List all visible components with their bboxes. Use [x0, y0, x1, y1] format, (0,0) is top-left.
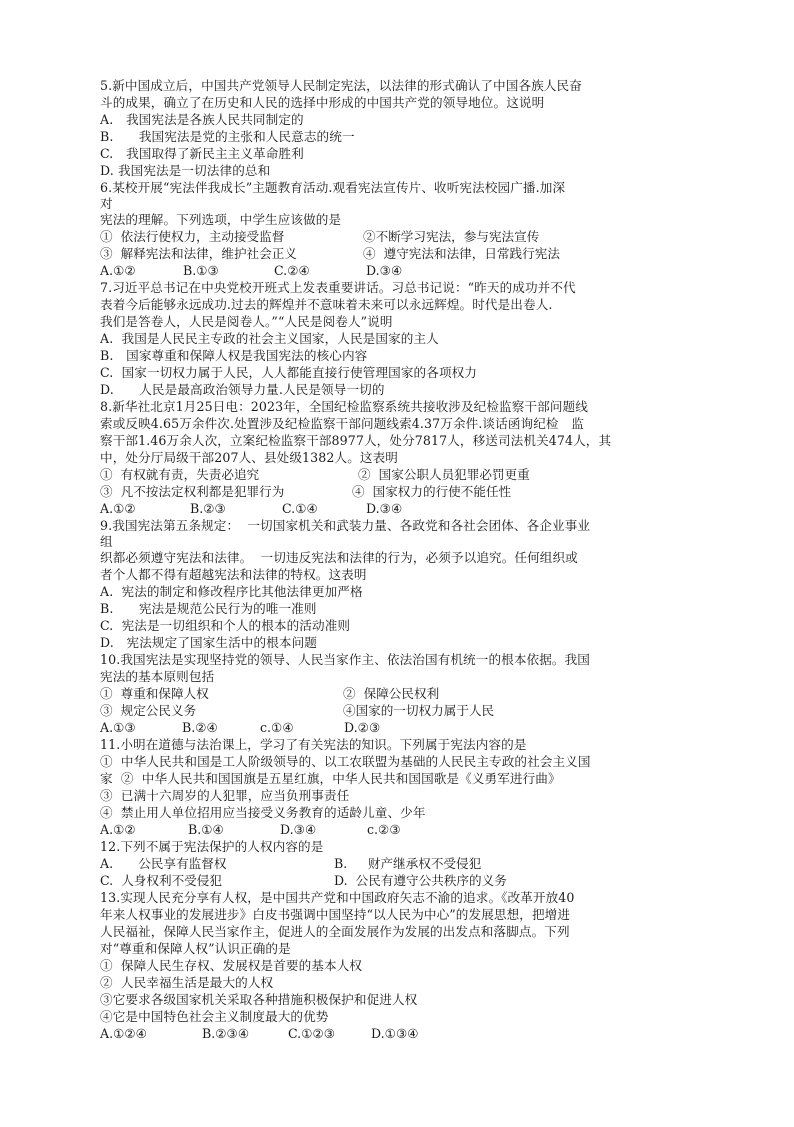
q6-options-row1 — [100, 228, 700, 245]
q7-option-a: A. 我国是人民民主专政的社会主义国家，人民是国家的主人 — [100, 331, 439, 346]
q6-answer-b: B.①③ — [183, 263, 219, 278]
q13-answer-b: B.②③④ — [202, 1026, 250, 1041]
q8-option-3: ③ 凡不按法定权利都是犯罪行为 — [100, 484, 285, 499]
q9-stem-line3: 织都必须遵守宪法和法律。 一切违反宪法和法律的行为，必须予以追究。任何组织或 — [100, 550, 578, 565]
q10-answer-c: c.①④ — [260, 720, 294, 735]
q8-answer-d: D.③④ — [366, 501, 403, 516]
q6-option-2: ②不断学习宪法，参与宪法宣传 — [363, 229, 540, 244]
q6-option-3: ③ 解释宪法和法律，维护社会正义 — [100, 246, 297, 261]
q8-answers — [100, 500, 700, 517]
q9-stem-line2: 组 — [100, 534, 113, 549]
q5-option-c: C. 我国取得了新民主主义革命胜利 — [100, 146, 304, 161]
q8-stem-line2: 索或反映4.65万余件次.处置涉及纪检监察干部问题线索4.37万余件.谈话函询纪检 监 — [100, 416, 584, 431]
q13-option-2: ② 人民幸福生活是最大的人权 — [100, 975, 274, 990]
q13-stem-line4: 对“尊重和保障人权”认识正确的是 — [100, 941, 291, 956]
q11-answer-c: c.②③ — [367, 822, 401, 837]
q13-option-3: ③它要求各级国家机关采取各种措施积极保护和促进人权 — [100, 992, 418, 1007]
q12-option-a: A. 公民享有监督权 — [100, 856, 227, 871]
q10-answer-d: D.②③ — [344, 720, 381, 735]
q10-option-3: ③ 规定公民义务 — [100, 703, 197, 718]
q6-answer-d: D.③④ — [366, 263, 403, 278]
q9-option-a: A. 宪法的制定和修改程序比其他法律更加严格 — [100, 584, 363, 599]
q6-option-1: ① 依法行使权力，主动接受监督 — [100, 229, 285, 244]
q12-options-row2 — [100, 872, 700, 889]
q8-answer-b: B.②③ — [190, 501, 226, 516]
q6-options-row2 — [100, 245, 700, 262]
q8-option-4: ④ 国家权力的行使不能任性 — [352, 484, 512, 499]
q11-answer-d: D.③④ — [280, 822, 317, 837]
q12-option-b: B. 财产继承权不受侵犯 — [334, 856, 482, 871]
q8-stem-line3: 察干部1.46万余人次，立案纪检监察干部8977人，处分7817人，移送司法机关474人，其 — [100, 433, 612, 448]
q9-stem-line1: 9.我国宪法第五条规定： 一切国家机关和武装力量、各政党和各社会团体、各企业事业 — [100, 518, 591, 533]
q10-answers — [100, 719, 700, 736]
q10-stem-line1: 10.我国宪法是实现坚持党的领导、人民当家作主、依法治国有机统一的根本依据。我国 — [100, 652, 590, 667]
q13-answers — [100, 1025, 700, 1042]
q5-stem-line2: 斗的成果，确立了在历史和人民的选择中形成的中国共产党的领导地位。这说明 — [100, 95, 545, 110]
q10-options-row1 — [100, 685, 700, 702]
q6-stem-line3: 宪法的理解。下列选项，中学生应该做的是 — [100, 212, 342, 227]
q13-answer-d: D.①③④ — [371, 1026, 419, 1041]
q12-stem-line1: 12.下列不属于宪法保护的人权内容的是 — [100, 839, 324, 854]
q7-option-b: B. 国家尊重和保障人权是我国宪法的核心内容 — [100, 348, 368, 363]
q13-answer-a: A.①②④ — [100, 1026, 147, 1041]
q8-option-2: ② 国家公职人员犯罪必罚更重 — [358, 467, 530, 482]
q8-answer-c: C.①④ — [282, 501, 318, 516]
q10-answer-a: A.①③ — [100, 720, 136, 735]
q8-options-row1 — [100, 466, 700, 483]
q11-option-1-line1: ① 中华人民共和国是工人阶级领导的、以工农联盟为基础的人民民主专政的社会主义国 — [100, 754, 591, 769]
q13-option-4: ④它是中国特色社会主义制度最大的优势 — [100, 1009, 329, 1024]
q11-option-4: ④ 禁止用人单位招用应当接受义务教育的适龄儿童、少年 — [100, 805, 426, 820]
q11-answer-b: B.①④ — [188, 822, 224, 837]
q12-options-row1 — [100, 855, 700, 872]
q8-option-1: ① 有权就有责，失责必追究 — [100, 467, 260, 482]
q9-stem-line4: 者个人都不得有超越宪法和法律的特权。这表明 — [100, 567, 367, 582]
q10-stem-line2: 宪法的基本原则包括 — [100, 669, 215, 684]
q13-stem-line1: 13.实现人民充分享有人权，是中国共产党和中国政府矢志不渝的追求。《改革开放40 — [100, 890, 575, 905]
q6-stem-line2: 对 — [100, 196, 113, 211]
q9-option-b: B. 宪法是规范公民行为的唯一准则 — [100, 601, 317, 616]
q8-answer-a: A.①② — [100, 501, 136, 516]
q6-answer-a: A.①② — [100, 263, 136, 278]
q11-answers — [100, 821, 700, 838]
q13-option-1: ① 保障人民生存权、发展权是首要的基本人权 — [100, 958, 363, 973]
q11-option-3: ③ 已满十六周岁的人犯罪，应当负刑事责任 — [100, 788, 350, 803]
q6-answers — [100, 262, 700, 279]
q7-stem-line3: 我们是答卷人，人民是阅卷人。”“人民是阅卷人”说明 — [100, 314, 393, 329]
q7-option-d: D. 人民是最高政治领导力量.人民是领导一切的 — [100, 382, 385, 397]
q8-stem-line4: 中，处分厅局级干部207人、县处级1382人。这表明 — [100, 450, 398, 465]
q13-answer-c: C.①②③ — [288, 1026, 336, 1041]
q6-stem-line1: 6.某校开展“宪法伴我成长”主题教育活动.观看宪法宣传片、收听宪法校园广播.加深 — [100, 180, 566, 195]
q5-option-a: A. 我国宪法是各族人民共同制定的 — [100, 112, 304, 127]
q5-option-d: D. 我国宪法是一切法律的总和 — [100, 163, 271, 178]
q8-stem-line1: 8.新华社北京1月25日电：2023年，全国纪检监察系统共接收涉及纪检监察干部问题线 — [100, 399, 588, 414]
q7-option-c: C. 国家一切权力属于人民，人人都能直接行使管理国家的各项权力 — [100, 365, 478, 380]
q10-option-2: ② 保障公民权利 — [343, 686, 440, 701]
q11-option-1-line2: 家 ② 中华人民共和国国旗是五星红旗，中华人民共和国国歌是《义勇军进行曲》 — [100, 771, 561, 786]
q13-stem-line2: 年来人权事业的发展进步》白皮书强调中国坚持“以人民为中心”的发展思想，把增进 — [100, 907, 571, 922]
q11-answer-a: A.①② — [100, 822, 136, 837]
q8-options-row2 — [100, 483, 700, 500]
q9-option-d: D. 宪法规定了国家生活中的根本问题 — [100, 635, 317, 650]
q5-stem-line1: 5.新中国成立后，中国共产党领导人民制定宪法，以法律的形式确认了中国各族人民奋 — [100, 78, 582, 93]
q10-option-4: ④国家的一切权力属于人民 — [343, 703, 495, 718]
q6-option-4: ④ 遵守宪法和法律，日常践行宪法 — [363, 246, 560, 261]
q11-stem-line1: 11.小明在道德与法治课上，学习了有关宪法的知识。下列属于宪法内容的是 — [100, 737, 527, 752]
q6-answer-c: C.②④ — [274, 263, 310, 278]
q7-stem-line2: 表着今后能够永远成功.过去的辉煌并不意味着未来可以永远辉煌。时代是出卷人. — [100, 297, 553, 312]
q10-answer-b: B.②④ — [182, 720, 218, 735]
q12-option-d: D. 公民有遵守公共秩序的义务 — [334, 873, 507, 888]
q5-option-b: B. 我国宪法是党的主张和人民意志的统一 — [100, 129, 355, 144]
q7-stem-line1: 7.习近平总书记在中央党校开班式上发表重要讲话。习总书记说：“昨天的成功并不代 — [100, 280, 576, 295]
q9-option-c: C. 宪法是一切组织和个人的根本的活动准则 — [100, 618, 351, 633]
q12-option-c: C. 人身权利不受侵犯 — [100, 873, 222, 888]
q13-stem-line3: 人民福祉，保障人民当家作主，促进人的全面发展作为发展的出发点和落脚点。下列 — [100, 924, 570, 939]
q10-option-1: ① 尊重和保障人权 — [100, 686, 209, 701]
q10-options-row2 — [100, 702, 700, 719]
